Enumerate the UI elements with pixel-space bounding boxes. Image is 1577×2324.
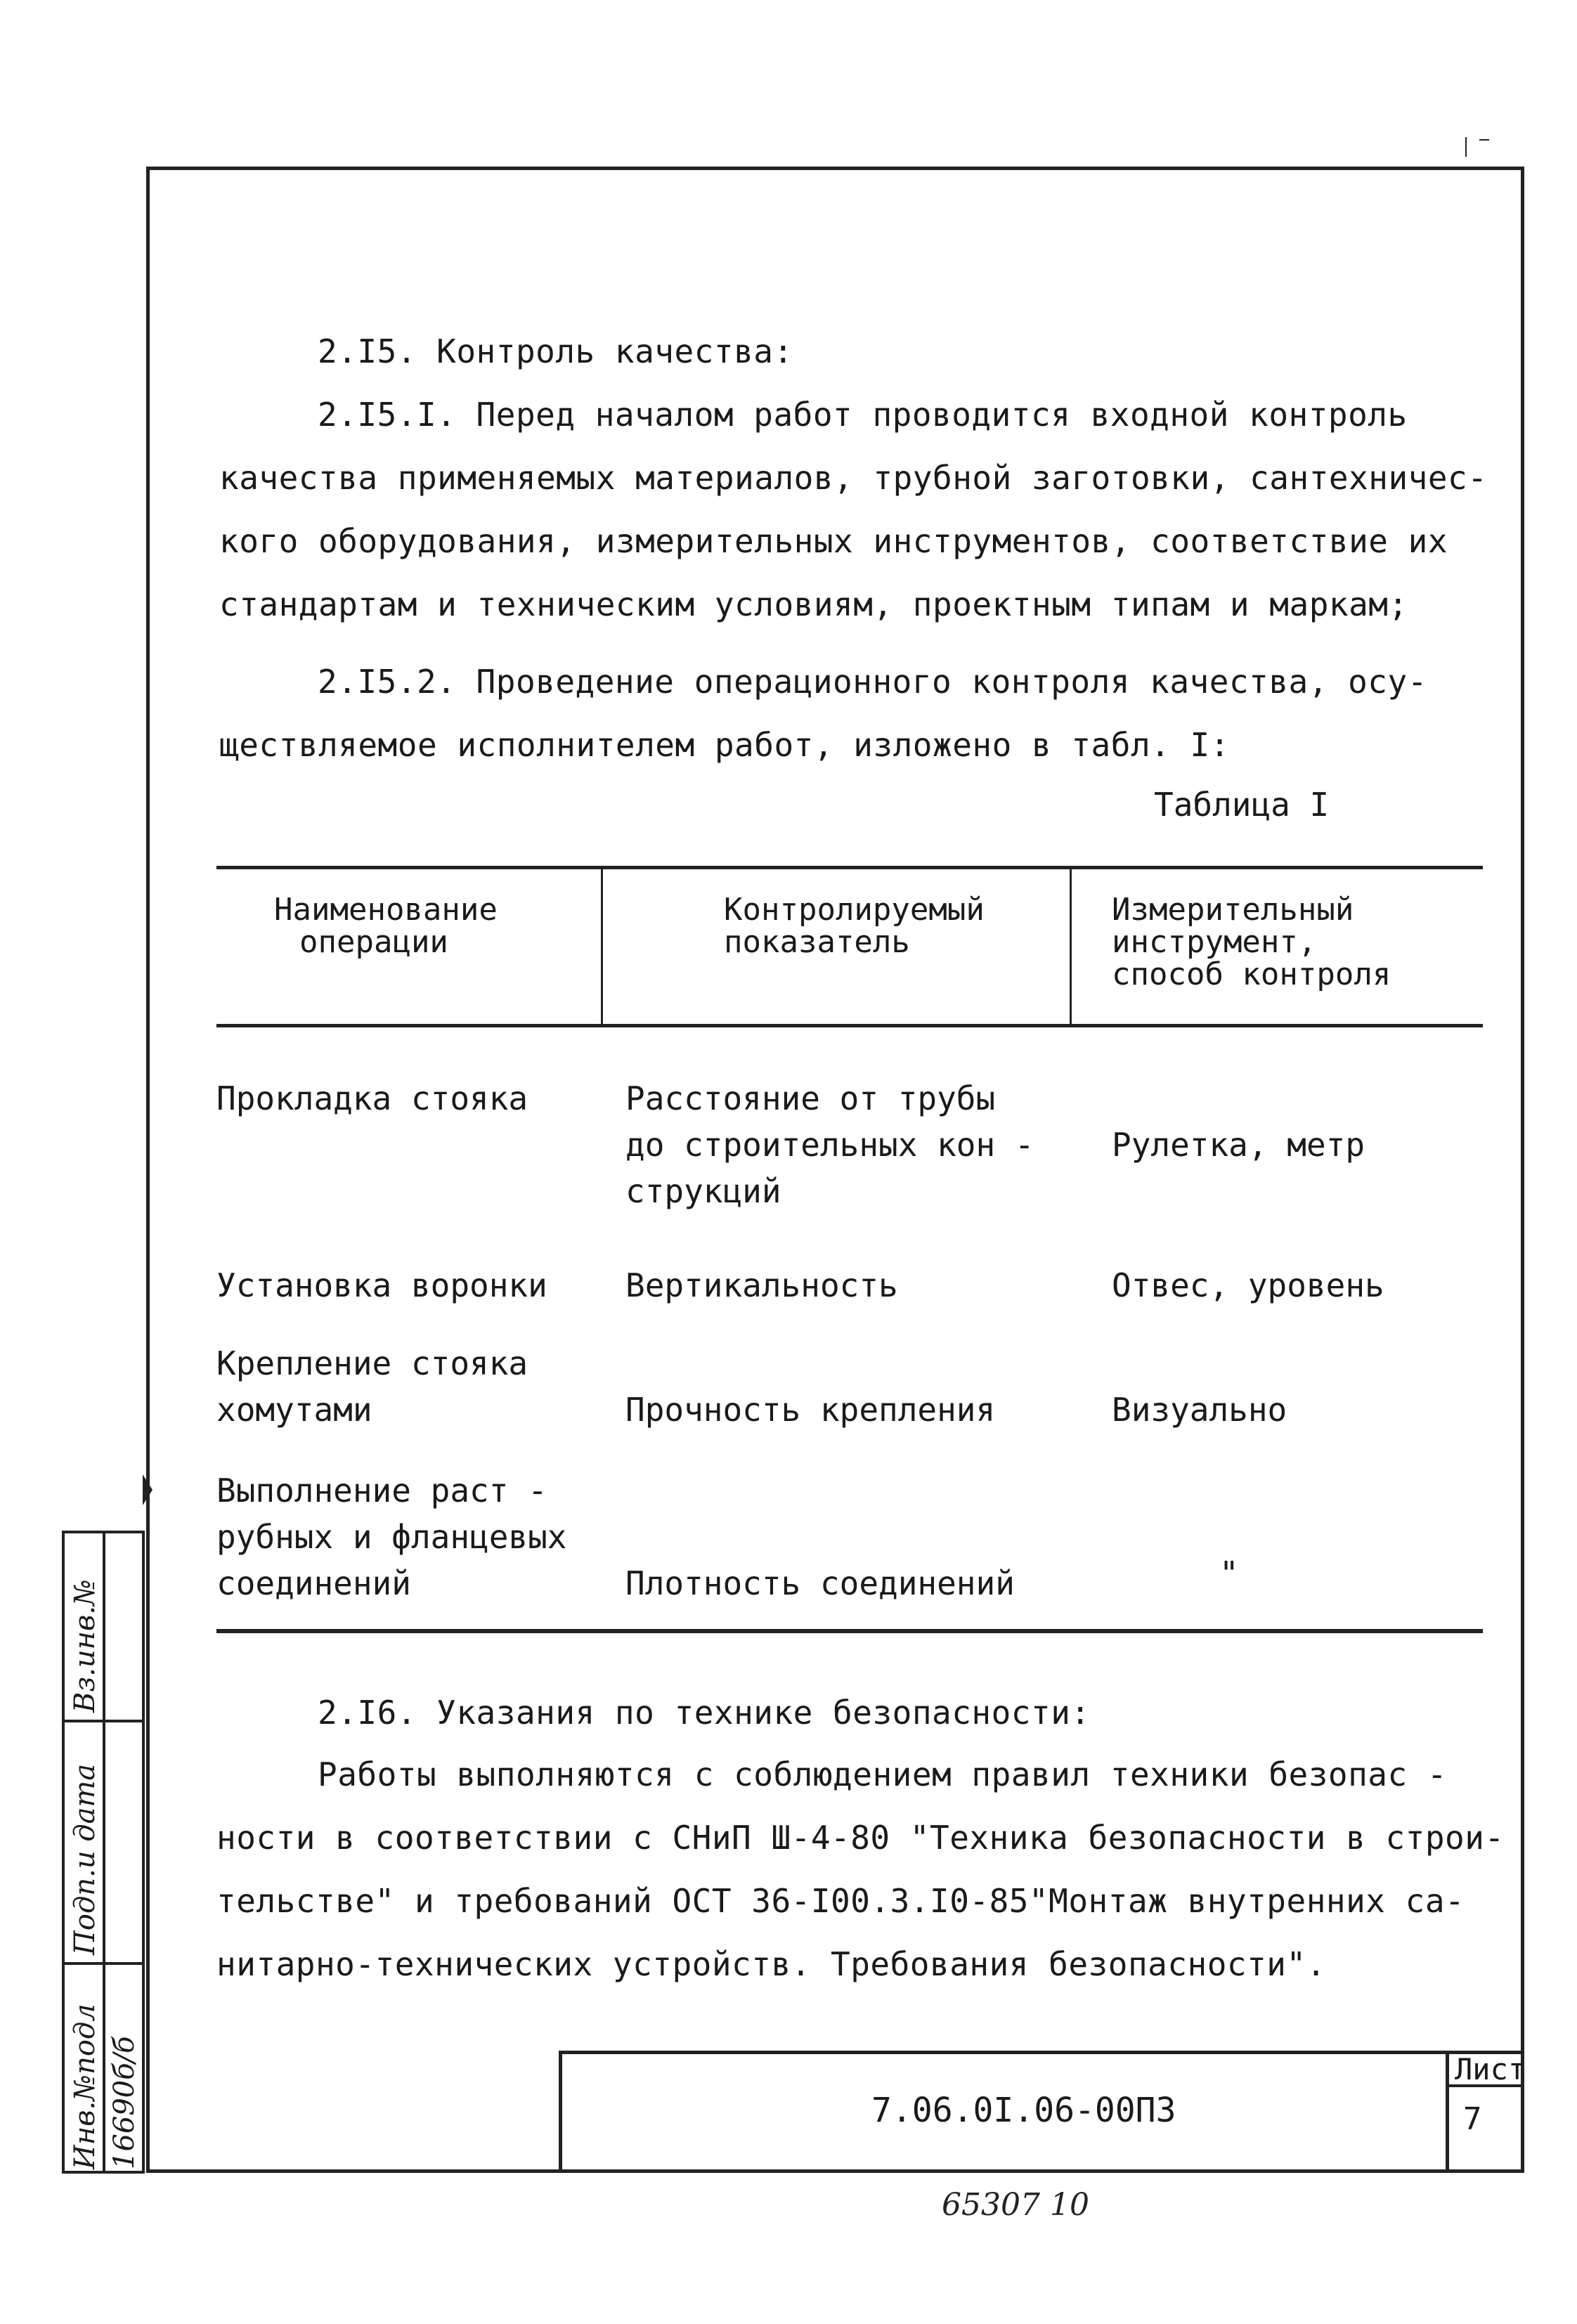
paragraph-line: качества применяемых материалов, трубной заготовки, сантехничес- (219, 459, 1488, 497)
stamp-row-divider (65, 1720, 142, 1722)
table-cell-operation: Установка воронки (216, 1266, 547, 1304)
paragraph-line: нитарно-технических устройств. Требования безопасности". (216, 1945, 1326, 1983)
th-operation: Наименование операции (274, 892, 498, 960)
paragraph-line: Работы выполняются с соблюдением правил техники безопас - (318, 1755, 1448, 1793)
th-method: Измерительный инструмент, способ контроля (1112, 892, 1391, 992)
table-bottom-rule (216, 1629, 1483, 1633)
table-cell-operation: Прокладка стояка (216, 1079, 528, 1117)
table-cell-operation: Выполнение раст - рубных и фланцевых соединений (216, 1472, 567, 1602)
sheet-number: 7 (1463, 2101, 1482, 2137)
table-cell-indicator: Прочность крепления (625, 1391, 996, 1429)
document-code: 7.06.0I.06-00ПЗ (871, 2091, 1176, 2130)
stamp-row-divider (65, 1962, 142, 1965)
table-caption: Таблица I (1154, 786, 1330, 824)
table-cell-method: Отвес, уровень (1112, 1266, 1384, 1304)
paragraph-line: 2.I5.2. Проведение операционного контроля качества, осу- (318, 663, 1427, 701)
paragraph-line: тельстве" и требований ОСТ 36-I00.3.I0-85"Монтаж внутренних са- (216, 1882, 1465, 1920)
table-top-rule (216, 866, 1483, 869)
paragraph-line: кого оборудования, измерительных инструментов, соответствие их (219, 522, 1448, 560)
paragraph-line: 2.I5.I. Перед началом работ проводится входной контроль (318, 396, 1408, 434)
stamp-label-sign-date: Подп.и дата (69, 1763, 101, 1955)
table-cell-method: Рулетка, метр (1112, 1126, 1365, 1164)
section-heading-safety: 2.I6. Указания по технике безопасности: (318, 1694, 1091, 1732)
corner-tick-mark (1465, 137, 1467, 157)
stamp-inv-number: 16690б/б (108, 2036, 141, 2169)
stamp-label-vz-inv: Вз.инв.№ (69, 1579, 101, 1713)
table-cell-method: Визуально (1112, 1391, 1287, 1429)
handwritten-footer-number: 65307 10 (942, 2187, 1089, 2223)
stamp-column-divider (103, 1533, 105, 2171)
table-col-divider (601, 868, 603, 1026)
th-indicator: Контролируемый показатель (724, 892, 985, 960)
binding-marker (143, 1474, 152, 1505)
table-cell-method-ditto: " (1219, 1554, 1239, 1592)
table-cell-indicator: Расстояние от трубы до строительных кон - струкций (625, 1079, 1034, 1210)
table-cell-indicator: Вертикальность (625, 1266, 898, 1304)
paragraph-line: ществляемое исполнителем работ, изложено в табл. I: (219, 726, 1230, 764)
table-col-divider (1070, 868, 1072, 1026)
section-heading-quality: 2.I5. Контроль качества: (318, 332, 793, 370)
table-cell-operation: Крепление стояка хомутами (216, 1344, 528, 1429)
sheet-label: Лист (1455, 2052, 1526, 2086)
table-header-rule (216, 1024, 1483, 1027)
stamp-label-inv-podl: Инв.№подл (69, 2004, 101, 2169)
paragraph-line: стандартам и техническим условиям, проектным типам и маркам; (219, 585, 1408, 623)
side-approval-stamp (62, 1531, 145, 2174)
table-cell-indicator: Плотность соединений (625, 1564, 1015, 1602)
paragraph-line: ности в соответствии с СНиП Ш-4-80 "Техника безопасности в строи- (216, 1819, 1505, 1857)
corner-dash-mark (1479, 139, 1489, 141)
